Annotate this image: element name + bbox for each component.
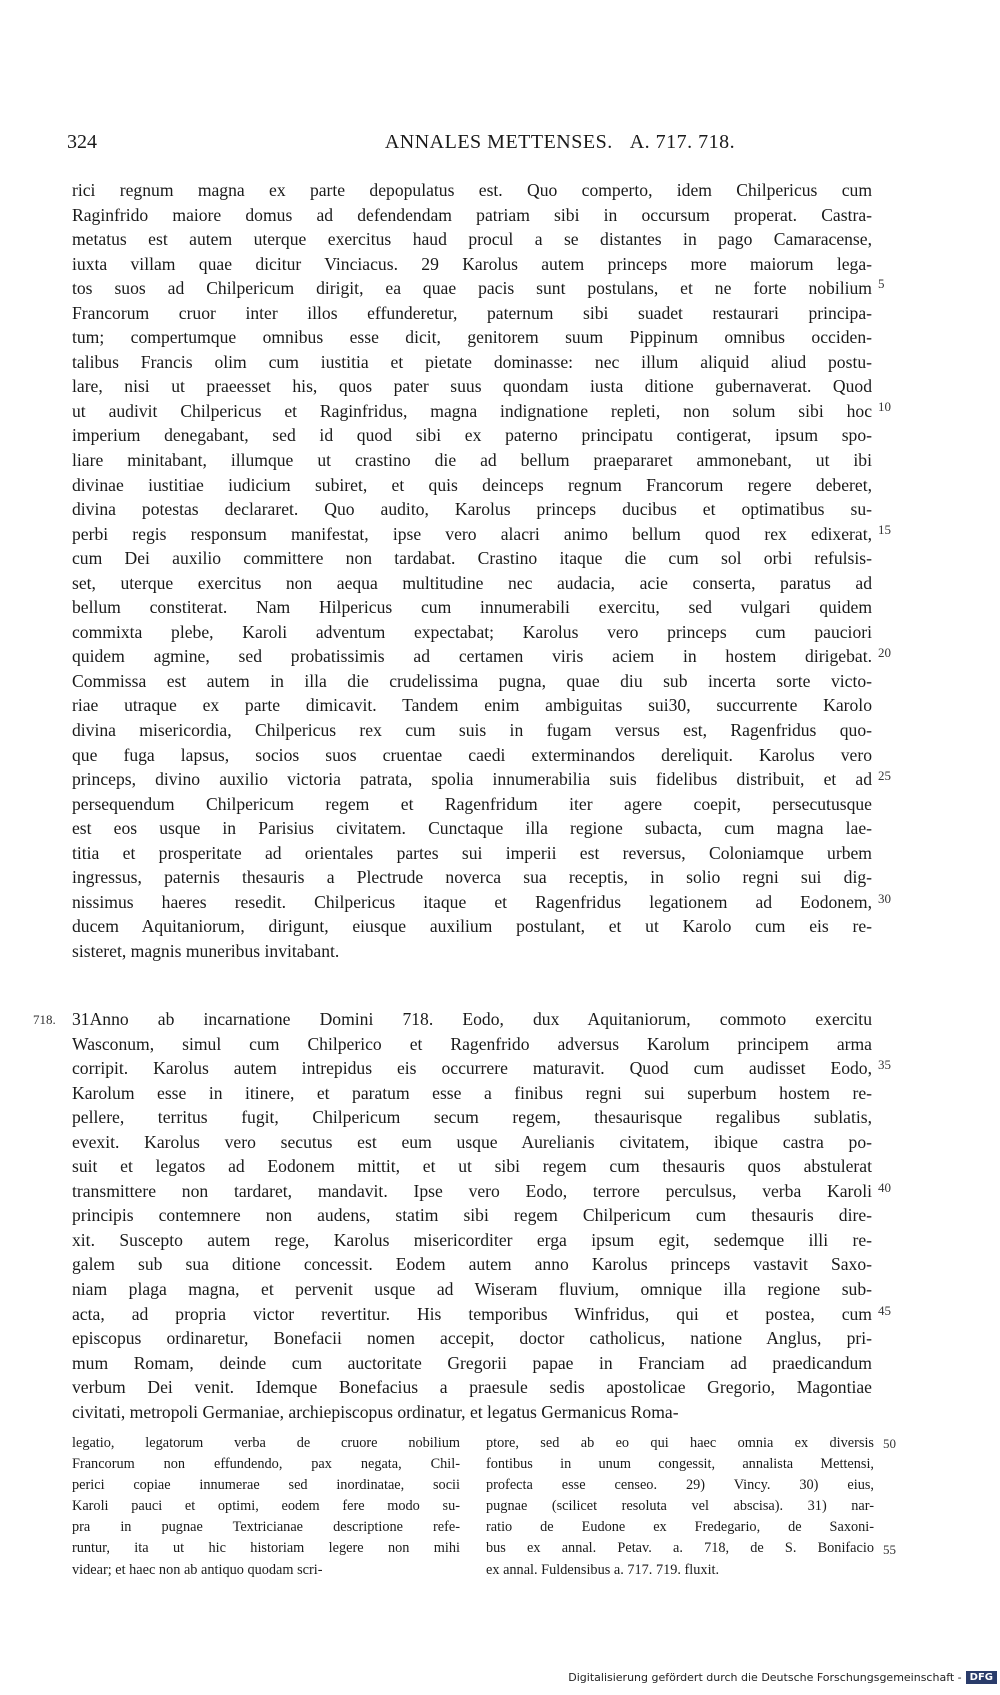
credit-text: Digitalisierung gefördert durch die Deutsche Forschungsgemeinschaft - [568,1670,962,1684]
text-line: sisteret, magnis muneribus invitabant. [72,940,340,961]
running-title-years: A. 717. 718. [629,131,736,153]
page-number: 324 [67,131,97,153]
text-line: acta, ad propria victor revertitur. His temporibus Winfridus, qui et postea, cum [72,1303,872,1324]
footnote-line-number-55: 55 [883,1542,896,1557]
paragraph-717 [72,178,872,964]
text-line: Karolum esse in itinere, et paratum esse a finibus regni sui superbum hostem re- [72,1082,872,1103]
text-line: titia et prosperitate ad orientales partes sui imperii est reversus, Coloniamque urbem [72,842,872,863]
text-line: ut audivit Chilpericus et Raginfridus, magna indignatione repleti, non solum sibi hoc [72,400,872,421]
footnote-line: bus ex annal. Petav. a. 718, de S. Bonifacio [486,1540,874,1557]
text-line: divinae iustitiae iudicium subiret, et quis deinceps regnum Francorum regere deberet, [72,474,872,495]
running-title [0,131,1000,154]
footnote-line: pra in pugnae Textricianae descriptione refe- [72,1519,460,1536]
text-line: commixta plebe, Karoli adventum expectabat; Karolus vero princeps cum pauciori [72,621,872,642]
footnote-line: legatio, legatorum verba de cruore nobilium [72,1435,460,1451]
text-line: ducem Aquitaniorum, dirigunt, eiusque auxilium postulant, et ut Karolo cum eis re- [72,916,872,937]
text-line: episcopus ordinaretur, Bonefacii nomen accepit, doctor catholicus, natione Anglus, pri- [72,1328,872,1349]
footnote-line: ex annal. Fuldensibus a. 717. 719. fluxit. [486,1561,720,1578]
text-line: persequendum Chilpericum regem et Ragenfridum iter agere coepit, persecutusque [72,793,872,814]
text-line: est eos usque in Parisius civitatem. Cunctaque illa regione subacta, cum magna lae- [72,818,872,839]
text-line: verbum Dei venit. Idemque Bonefacius a praesule sedis apostolicae Gregorio, Magontiae [72,1377,872,1398]
text-line: mum Romam, deinde cum auctoritate Gregorii papae in Franciam ad praedicandum [72,1352,872,1373]
line-number-25: 25 [878,768,891,783]
text-line: set, uterque exercitus non aequa multitudine nec audacia, acie conserta, paratus ad [72,572,872,593]
text-line: 31Anno ab incarnatione Domini 718. Eodo, dux Aquitaniorum, commoto exercitu [72,1009,872,1029]
text-line: quidem agmine, sed probatissimis ad certamen viris aciem in hostem dirigebat. [72,646,872,667]
text-line: Commissa est autem in illa die crudelissima pugna, quae diu sub incerta sorte victo- [72,670,872,691]
line-number-45: 45 [878,1303,891,1318]
text-line: galem sub sua ditione concessit. Eodem autem anno Karolus princeps vastavit Saxo- [72,1254,872,1275]
footnotes-right-column [486,1433,874,1581]
text-line: Francorum cruor inter illos effunderetur, paternum sibi suadet restaurari principa- [72,302,872,323]
text-line: civitati, metropoli Germaniae, archiepiscopus ordinatur, et legatus Germanicus Roma- [72,1401,679,1422]
text-line: divina misericordia, Chilpericus rex cum suis in fugam versus est, Ragenfridus quo- [72,720,872,741]
text-line: xit. Suscepto autem rege, Karolus misericorditer erga ipsum egit, sedemque illi re- [72,1229,872,1250]
footnote-line: fontibus in unum congessit, annalista Mettensi, [486,1456,874,1473]
text-line: imperium denegabant, sed id quod sibi ex paterno principatu contigerat, ipsum spo- [72,425,872,446]
footnote-line: pugnae (scilicet resoluta vel abscisa). 31) nar- [486,1498,874,1515]
digitization-credit [560,1667,1000,1687]
text-line: suit et legatos ad Eodonem mittit, et ut sibi regem cum thesauris quos abstulerat [72,1156,872,1177]
text-line: tos suos ad Chilpericum dirigit, ea quae pacis sunt postulans, et ne forte nobilium [72,278,872,299]
text-line: corripit. Karolus autem intrepidus eis occurrere maturavit. Quod cum audisset Eodo, [72,1058,872,1079]
text-line: nissimus haeres resedit. Chilpericus itaque et Ragenfridus legationem ad Eodonem, [72,891,872,912]
paragraph-718 [72,1007,872,1424]
text-line: rici regnum magna ex parte depopulatus est. Quo comperto, idem Chilpericus cum [72,180,872,200]
text-line: cum Dei auxilio committere non tardabat. Crastino itaque die cum sol orbi refulsis- [72,548,872,569]
footnote-line: ptore, sed ab eo qui haec omnia ex diversis [486,1435,874,1451]
text-line: tum; compertumque omnibus esse dicit, genitorem suum Pippinum omnibus occiden- [72,327,872,348]
text-line: que fuga lapsus, socios suos cruentae caedi exterminandos dereliquit. Karolus vero [72,744,872,765]
text-line: ingressus, paternis thesauris a Plectrude noverca sua receptis, in solio regni sui dig- [72,867,872,888]
footnote-line: Karoli pauci et optimi, eodem fere modo su- [72,1498,460,1515]
text-line: Raginfrido maiore domus ad defendendam patriam sibi in occursum properat. Castra- [72,204,872,225]
footnote-line: profecta esse censeo. 29) Vincy. 30) eius, [486,1477,874,1494]
text-line: riae utraque ex parte dimicavit. Tandem enim ambiguitas sui30, succurrente Karolo [72,695,872,716]
text-line: Wasconum, simul cum Chilperico et Ragenfrido adversus Karolum principem arma [72,1033,872,1054]
line-number-15: 15 [878,522,891,537]
text-line: talibus Francis olim cum iustitia et pietate dominasse: nec illum aliquid aliud postu- [72,351,872,372]
footnote-line: perici copiae innumerae sed inordinatae, socii [72,1477,460,1494]
running-title-text: ANNALES METTENSES. [384,131,613,153]
footnote-line: videar; et haec non ab antiquo quodam scri- [72,1561,323,1578]
line-number-5: 5 [878,276,885,291]
page-header [0,131,1000,161]
text-line: divina potestas declararet. Quo audito, Karolus princeps ducibus et optimatibus su- [72,499,872,520]
text-line: transmittere non tardaret, mandavit. Ipse vero Eodo, terrore perculsus, verba Karoli [72,1180,872,1201]
text-line: lare, nisi ut praeesset his, quos pater suus quondam iusta ditione gubernaverat. Quod [72,376,872,397]
text-line: pellere, territus fugit, Chilpericum secum regem, thesaurisque regalibus sublatis, [72,1107,872,1128]
footnotes-left-column [72,1433,460,1581]
footnote-line: ratio de Eudone ex Fredegario, de Saxoni- [486,1519,874,1536]
footnote-line-number-50: 50 [883,1436,896,1451]
line-number-35: 35 [878,1057,891,1072]
text-line: principis contemnere non audens, statim sibi regem Chilpericum cum thesauris dire- [72,1205,872,1226]
text-line: perbi regis responsum manifestat, ipse vero alacri animo bellum quod rex edixerat, [72,523,872,544]
text-line: metatus est autem uterque exercitus haud procul a se distantes in pago Camaracense, [72,229,872,250]
footnote-line: runtur, ita ut hic historiam legere non mihi [72,1540,460,1557]
text-line: bellum constiterat. Nam Hilpericus cum innumerabili exercitu, sed vulgari quidem [72,597,872,618]
text-line: evexit. Karolus vero secutus est eum usque Aurelianis civitatem, ibique castra po- [72,1131,872,1152]
line-number-40: 40 [878,1180,891,1195]
text-line: niam plaga magna, et pervenit usque ad Wiseram fluvium, omnique illa regione sub- [72,1279,872,1300]
dfg-logo: DFG [966,1671,997,1684]
line-number-20: 20 [878,645,891,660]
year-marker: 718. [33,1012,56,1027]
footnote-line: Francorum non effundendo, pax negata, Chil- [72,1456,460,1473]
text-line: iuxta villam quae dicitur Vinciacus. 29 Karolus autem princeps more maiorum lega- [72,253,872,274]
line-number-30: 30 [878,891,891,906]
text-line: liare minitabant, illumque ut crastino die ad bellum praepararet ammonebant, ut ibi [72,450,872,471]
text-line: princeps, divino auxilio victoria patrata, spolia innumerabilia suis fidelibus distribuit, et ad [72,769,872,790]
line-number-10: 10 [878,399,891,414]
